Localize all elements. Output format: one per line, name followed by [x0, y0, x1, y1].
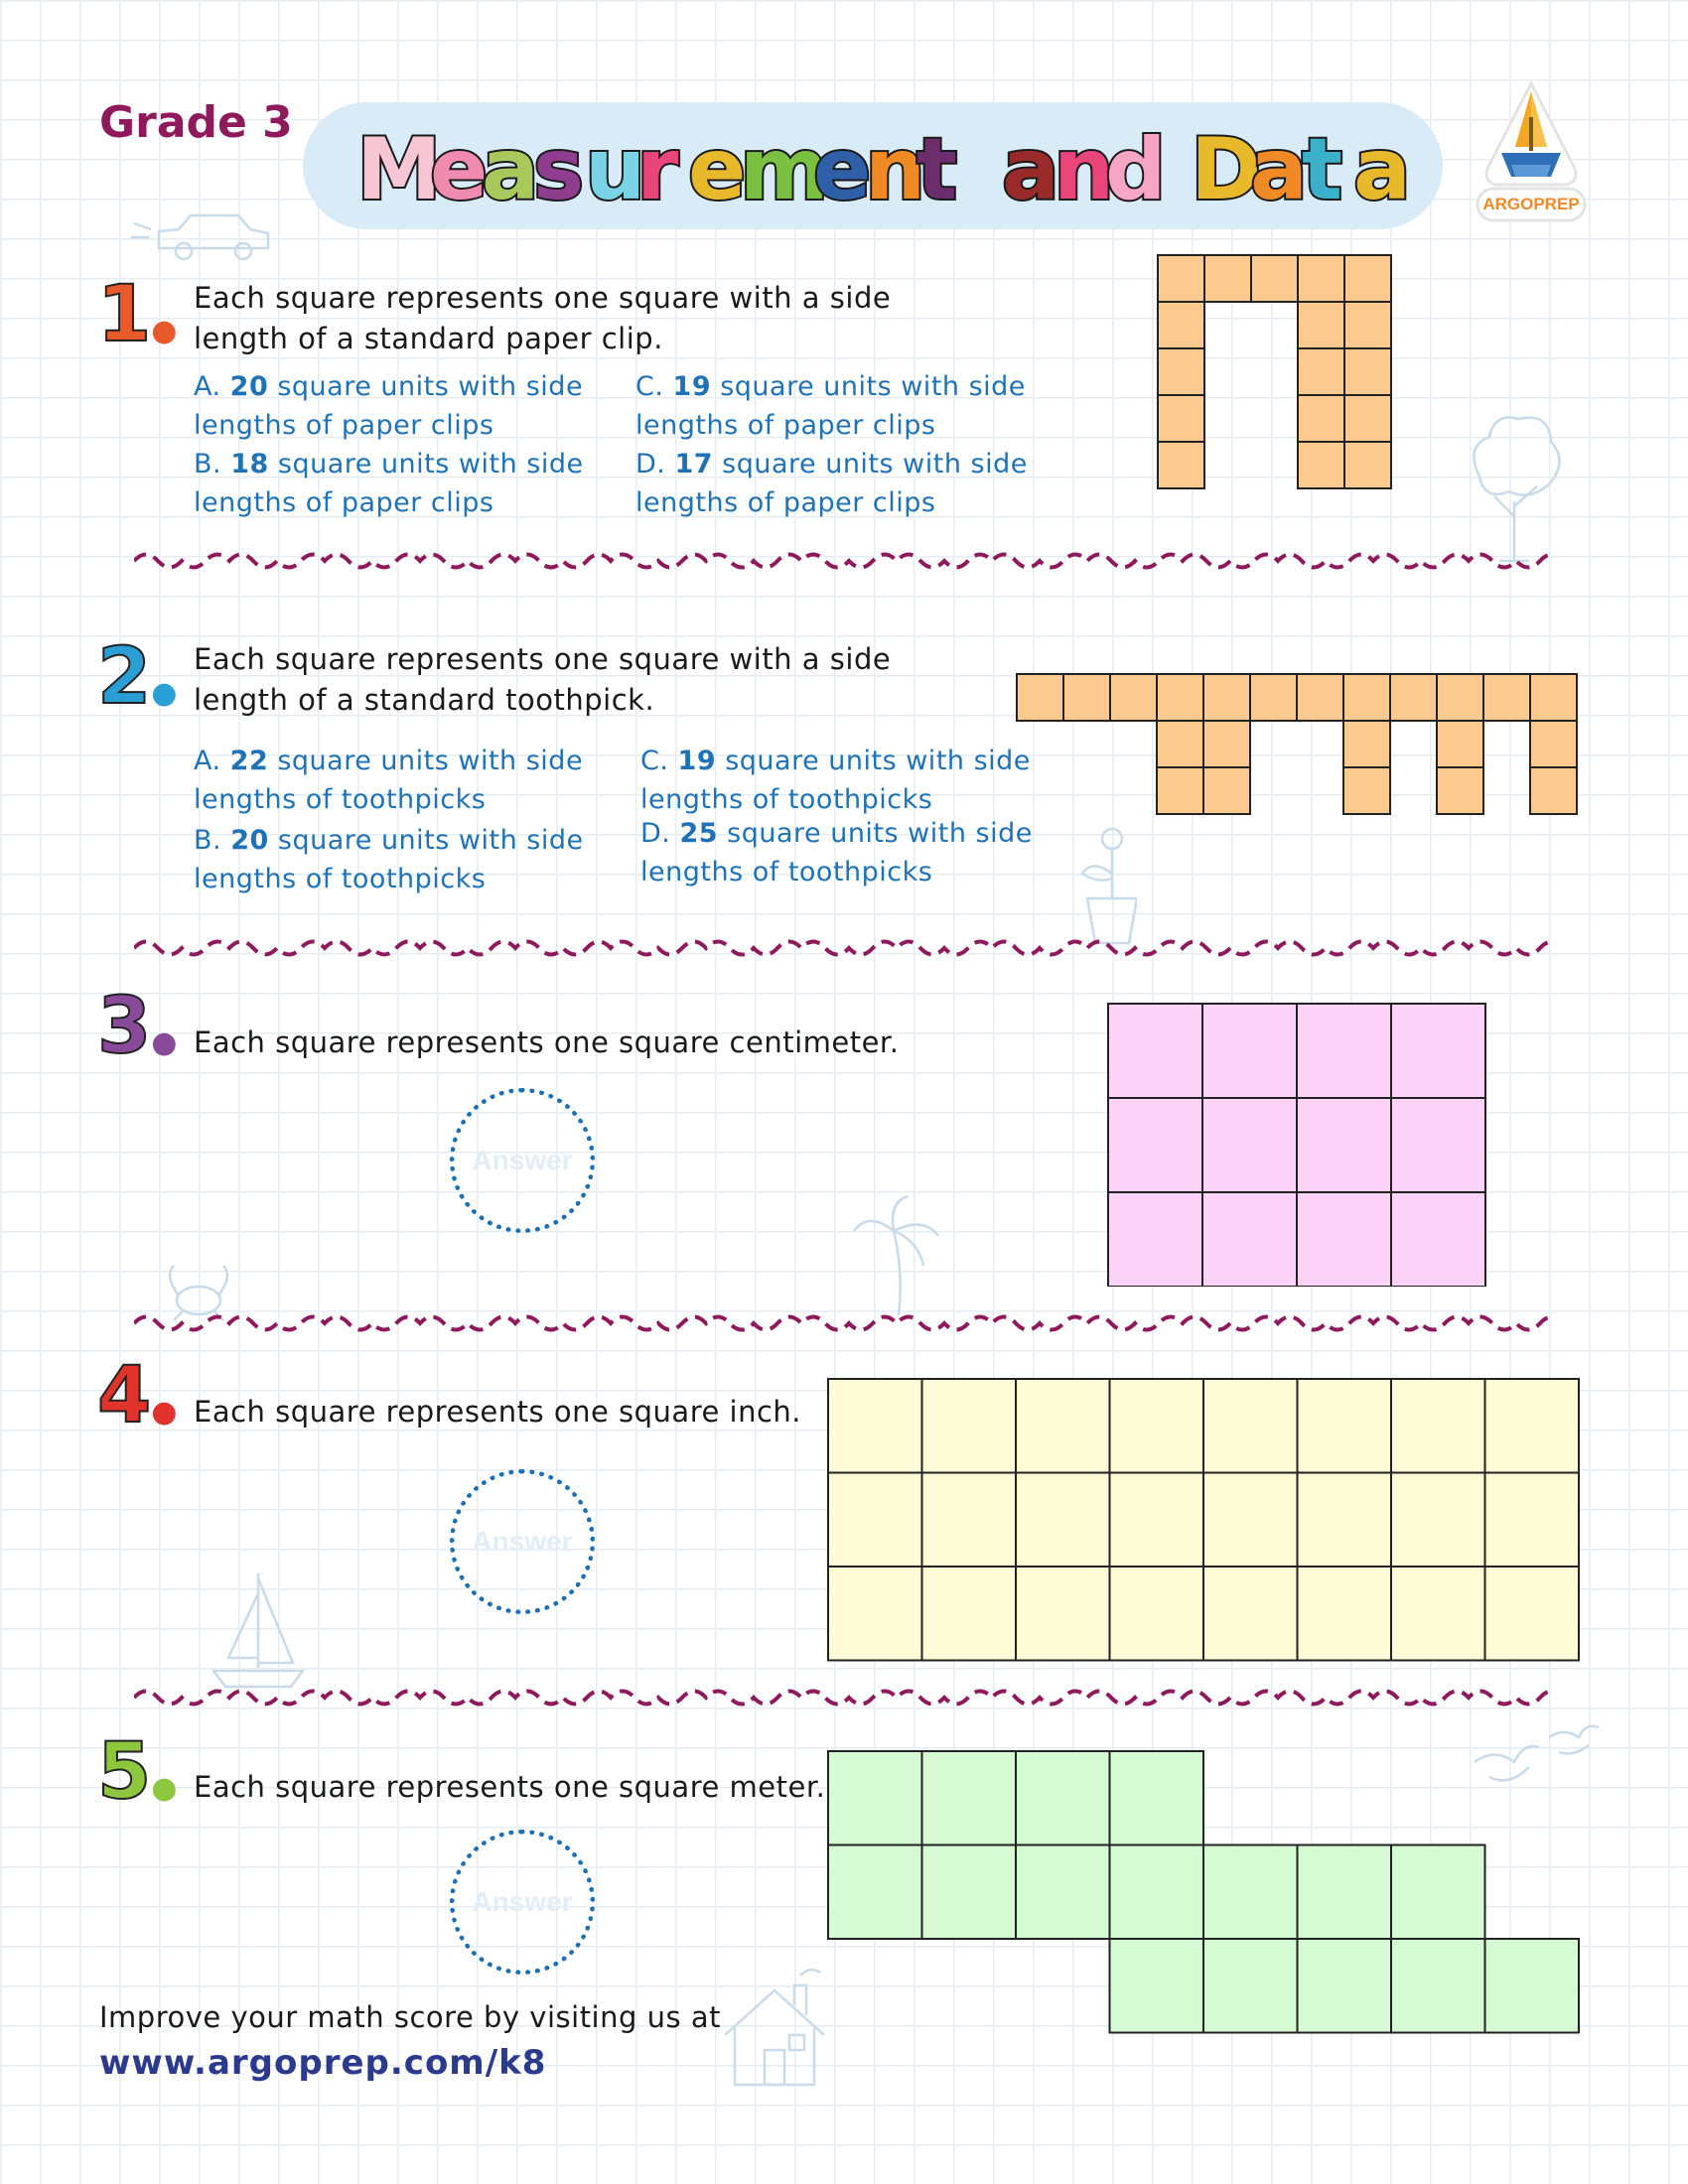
unit-square: [922, 1379, 1017, 1473]
unit-square: [1298, 255, 1344, 302]
title-letter: d: [1105, 120, 1167, 219]
unit-square: [1437, 721, 1483, 767]
unit-square: [1157, 767, 1203, 814]
unit-square: [1485, 1939, 1580, 2033]
unit-square: [1298, 348, 1344, 395]
answer-circle-3[interactable]: Answer: [450, 1088, 595, 1233]
unit-square: [1344, 348, 1391, 395]
logo-text: ARGOPREP: [1482, 195, 1580, 213]
unit-square: [828, 1751, 922, 1845]
unit-square: [1298, 1567, 1392, 1661]
unit-square: [1157, 721, 1203, 767]
answer-circle-4[interactable]: Answer: [450, 1469, 595, 1614]
unit-square: [1391, 1567, 1485, 1661]
unit-square: [1203, 1939, 1298, 2033]
unit-square: [1297, 1098, 1391, 1192]
title-letter: n: [1054, 120, 1115, 219]
unit-square: [828, 1567, 922, 1661]
question-1-option-b[interactable]: B. 18 square units with side lengths of paper clips: [194, 449, 584, 518]
house-doodle-icon: [715, 1961, 834, 2090]
unit-square: [1110, 1379, 1204, 1473]
unit-square: [1016, 1473, 1110, 1568]
question-2-figure: [1016, 673, 1586, 818]
unit-square: [1391, 1939, 1485, 2033]
question-3-text: Each square represents one square centimeter.: [194, 1025, 900, 1059]
title-letter: m: [740, 120, 829, 219]
unit-square: [922, 1845, 1017, 1940]
title-letter: a: [1250, 120, 1309, 219]
unit-square: [1158, 442, 1204, 488]
unit-square: [1108, 1004, 1202, 1098]
unit-square: [1110, 1751, 1204, 1845]
grade-label: Grade 3: [99, 97, 293, 148]
unit-square: [1016, 1751, 1110, 1845]
unit-square: [1110, 1845, 1204, 1940]
unit-square: [1437, 767, 1483, 814]
unit-square: [1530, 767, 1577, 814]
unit-square: [1298, 1379, 1392, 1473]
question-1-number: 1●: [97, 270, 178, 359]
page-title-text: [347, 111, 1412, 220]
unit-square: [828, 1845, 922, 1940]
section-divider: [134, 933, 1554, 963]
unit-square: [1483, 674, 1530, 721]
unit-square: [828, 1473, 922, 1568]
unit-square: [1530, 674, 1577, 721]
question-1-figure: [1157, 254, 1395, 492]
unit-square: [1202, 1098, 1297, 1192]
unit-square: [1204, 255, 1251, 302]
unit-square: [1158, 395, 1204, 442]
question-5-number: 5●: [97, 1727, 178, 1817]
unit-square: [1344, 395, 1391, 442]
title-letter: t: [1302, 120, 1343, 219]
unit-square: [1063, 674, 1110, 721]
unit-square: [1343, 767, 1390, 814]
question-1-option-c[interactable]: C. 19 square units with side lengths of paper clips: [635, 371, 1026, 441]
palm-tree-doodle-icon: [849, 1191, 948, 1320]
section-divider: [134, 1683, 1554, 1712]
unit-square: [1298, 395, 1344, 442]
question-2-option-b[interactable]: B. 20 square units with side lengths of toothpicks: [194, 825, 584, 894]
unit-square: [922, 1567, 1017, 1661]
question-4-number: 4●: [97, 1351, 178, 1440]
unit-square: [1298, 442, 1344, 488]
unit-square: [1344, 255, 1391, 302]
question-2-option-d[interactable]: D. 25 square units with side lengths of toothpicks: [640, 818, 1033, 887]
title-letter: M: [356, 120, 442, 219]
unit-square: [1391, 1379, 1485, 1473]
unit-square: [1110, 674, 1157, 721]
unit-square: [1391, 1845, 1485, 1940]
question-2-text: Each square represents one square with a side length of a standard toothpick.: [194, 642, 892, 717]
question-5-figure: [827, 1750, 1582, 2040]
unit-square: [1391, 1098, 1485, 1192]
unit-square: [1343, 674, 1390, 721]
title-letter: n: [865, 120, 926, 219]
unit-square: [1344, 442, 1391, 488]
question-4-figure: [827, 1378, 1582, 1662]
unit-square: [1250, 674, 1297, 721]
question-3-number: 3●: [97, 982, 178, 1071]
unit-square: [1297, 1192, 1391, 1287]
unit-square: [1203, 1845, 1298, 1940]
unit-square: [1202, 1192, 1297, 1287]
unit-square: [1298, 1939, 1392, 2033]
unit-square: [1298, 1473, 1392, 1568]
unit-square: [1203, 1379, 1298, 1473]
unit-square: [1485, 1567, 1580, 1661]
unit-square: [1203, 674, 1250, 721]
title-letter: e: [430, 120, 489, 219]
unit-square: [1391, 1192, 1485, 1287]
unit-square: [828, 1379, 922, 1473]
question-1-option-d[interactable]: D. 17 square units with side lengths of paper clips: [635, 449, 1028, 518]
unit-square: [1158, 348, 1204, 395]
question-2-option-a[interactable]: A. 22 square units with side lengths of toothpicks: [194, 746, 584, 815]
unit-square: [1298, 302, 1344, 348]
unit-square: [1344, 302, 1391, 348]
unit-square: [1016, 1567, 1110, 1661]
question-2-number: 2●: [97, 632, 178, 722]
flower-pot-doodle-icon: [1067, 819, 1137, 948]
unit-square: [1108, 1098, 1202, 1192]
title-letter: a: [1353, 120, 1412, 219]
unit-square: [1017, 674, 1063, 721]
unit-square: [1437, 674, 1483, 721]
title-letter: e: [688, 120, 747, 219]
unit-square: [1390, 674, 1437, 721]
unit-square: [1530, 721, 1577, 767]
section-divider: [134, 1308, 1554, 1338]
answer-circle-5[interactable]: Answer: [450, 1830, 595, 1975]
unit-square: [922, 1473, 1017, 1568]
unit-square: [1016, 1845, 1110, 1940]
title-letter: r: [636, 120, 679, 219]
tree-doodle-icon: [1460, 407, 1569, 566]
unit-square: [1110, 1473, 1204, 1568]
unit-square: [1203, 1567, 1298, 1661]
car-doodle-icon: [129, 204, 278, 263]
question-5-text: Each square represents one square meter.: [194, 1770, 826, 1804]
unit-square: [1158, 302, 1204, 348]
footer-link[interactable]: www.argoprep.com/k8: [99, 2043, 547, 2083]
section-divider: [134, 546, 1554, 576]
unit-square: [1108, 1192, 1202, 1287]
unit-square: [1298, 1845, 1392, 1940]
title-letter: t: [916, 120, 958, 219]
question-1-option-a[interactable]: A. 20 square units with side lengths of paper clips: [194, 371, 584, 441]
unit-square: [1251, 255, 1298, 302]
title-letter: D: [1191, 120, 1262, 219]
title-letter: e: [813, 120, 872, 219]
unit-square: [1016, 1379, 1110, 1473]
sailboat-doodle-icon: [204, 1564, 313, 1693]
unit-square: [1485, 1379, 1580, 1473]
title-letter: a: [482, 120, 540, 219]
unit-square: [1297, 1004, 1391, 1098]
question-2-option-c[interactable]: C. 19 square units with side lengths of toothpicks: [640, 746, 1031, 815]
unit-square: [1297, 674, 1343, 721]
question-4-text: Each square represents one square inch.: [194, 1395, 802, 1429]
unit-square: [1343, 721, 1390, 767]
title-letter: s: [533, 120, 585, 219]
unit-square: [1203, 721, 1250, 767]
unit-square: [1391, 1473, 1485, 1568]
unit-square: [1157, 674, 1203, 721]
unit-square: [1110, 1567, 1204, 1661]
title-letter: u: [585, 120, 646, 219]
unit-square: [922, 1751, 1017, 1845]
page-title: [303, 102, 1443, 229]
unit-square: [1485, 1473, 1580, 1568]
unit-square: [1202, 1004, 1297, 1098]
question-1-text: Each square represents one square with a side length of a standard paper clip.: [194, 281, 892, 355]
unit-square: [1391, 1004, 1485, 1098]
unit-square: [1158, 255, 1204, 302]
footer-text: Improve your math score by visiting us at: [99, 2000, 721, 2034]
title-letter: a: [1002, 120, 1060, 219]
unit-square: [1110, 1939, 1204, 2033]
unit-square: [1203, 1473, 1298, 1568]
unit-square: [1203, 767, 1250, 814]
question-3-figure: [1107, 1003, 1488, 1287]
